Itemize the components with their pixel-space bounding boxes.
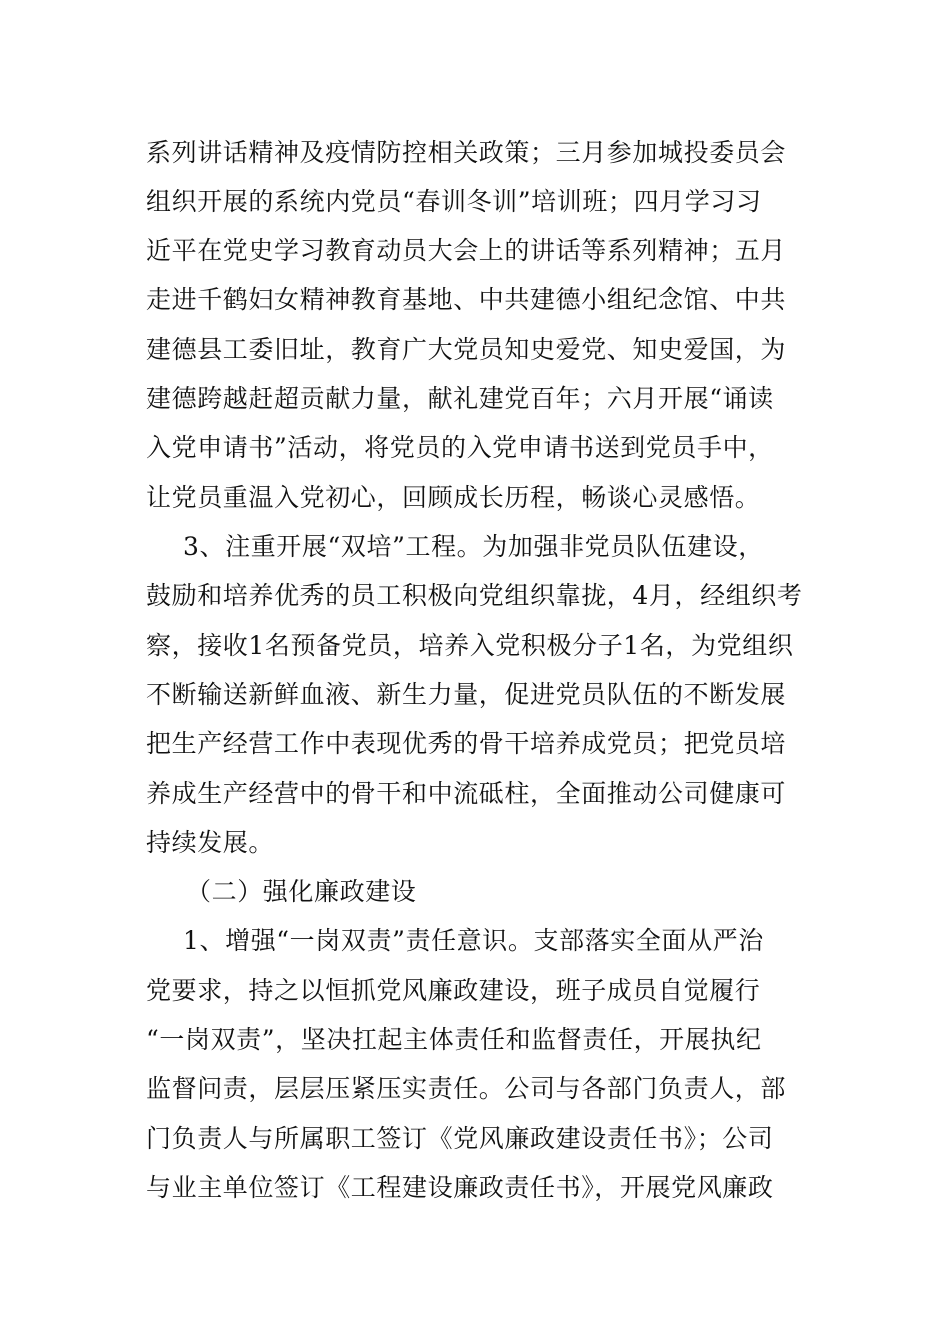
body-text-line: 系列讲话精神及疫情防控相关政策；三月参加城投委员会 xyxy=(146,138,787,167)
body-text-line: “一岗双责”，坚决扛起主体责任和监督责任，开展执纪 xyxy=(146,1025,762,1054)
body-text-line: 持续发展。 xyxy=(146,828,275,857)
section-heading: （二）强化廉政建设 xyxy=(186,877,417,906)
body-text-line: 与业主单位签订《工程建设廉政责任书》，开展党风廉政 xyxy=(146,1173,774,1202)
body-text-line: 察，接收1名预备党员，培养入党积极分子1名，为党组织 xyxy=(146,631,794,660)
body-text-line: 近平在党史学习教育动员大会上的讲话等系列精神；五月 xyxy=(146,236,787,265)
body-text-line: 党要求，持之以恒抓党风廉政建设，班子成员自觉履行 xyxy=(146,976,761,1005)
body-text-line: 不断输送新鲜血液、新生力量，促进党员队伍的不断发展 xyxy=(146,680,787,709)
body-text-line: 鼓励和培养优秀的员工积极向党组织靠拢，4月，经组织考 xyxy=(146,581,803,610)
body-text-line: 建德县工委旧址，教育广大党员知史爱党、知史爱国，为 xyxy=(146,335,787,364)
body-text-line: 门负责人与所属职工签订《党风廉政建设责任书》；公司 xyxy=(146,1124,774,1153)
body-text-line: 走进千鹤妇女精神教育基地、中共建德小组纪念馆、中共 xyxy=(146,285,787,314)
body-text-line: 入党申请书”活动，将党员的入党申请书送到党员手中， xyxy=(146,433,774,462)
body-text-line: 养成生产经营中的骨干和中流砥柱，全面推动公司健康可 xyxy=(146,779,787,808)
body-text-line: 把生产经营工作中表现优秀的骨干培养成党员；把党员培 xyxy=(146,729,787,758)
body-text-line: 让党员重温入党初心，回顾成长历程，畅谈心灵感悟。 xyxy=(146,483,761,512)
body-text-line: 建德跨越赶超贡献力量，献礼建党百年；六月开展“诵读 xyxy=(146,384,774,413)
paragraph-start-line: 1、增强“一岗双责”责任意识。支部落实全面从严治 xyxy=(183,926,764,955)
body-text-line: 监督问责，层层压紧压实责任。公司与各部门负责人，部 xyxy=(146,1074,787,1103)
paragraph-start-line: 3、注重开展“双培”工程。为加强非党员队伍建设， xyxy=(183,532,764,561)
body-text-line: 组织开展的系统内党员“春训冬训”培训班；四月学习习 xyxy=(146,187,762,216)
